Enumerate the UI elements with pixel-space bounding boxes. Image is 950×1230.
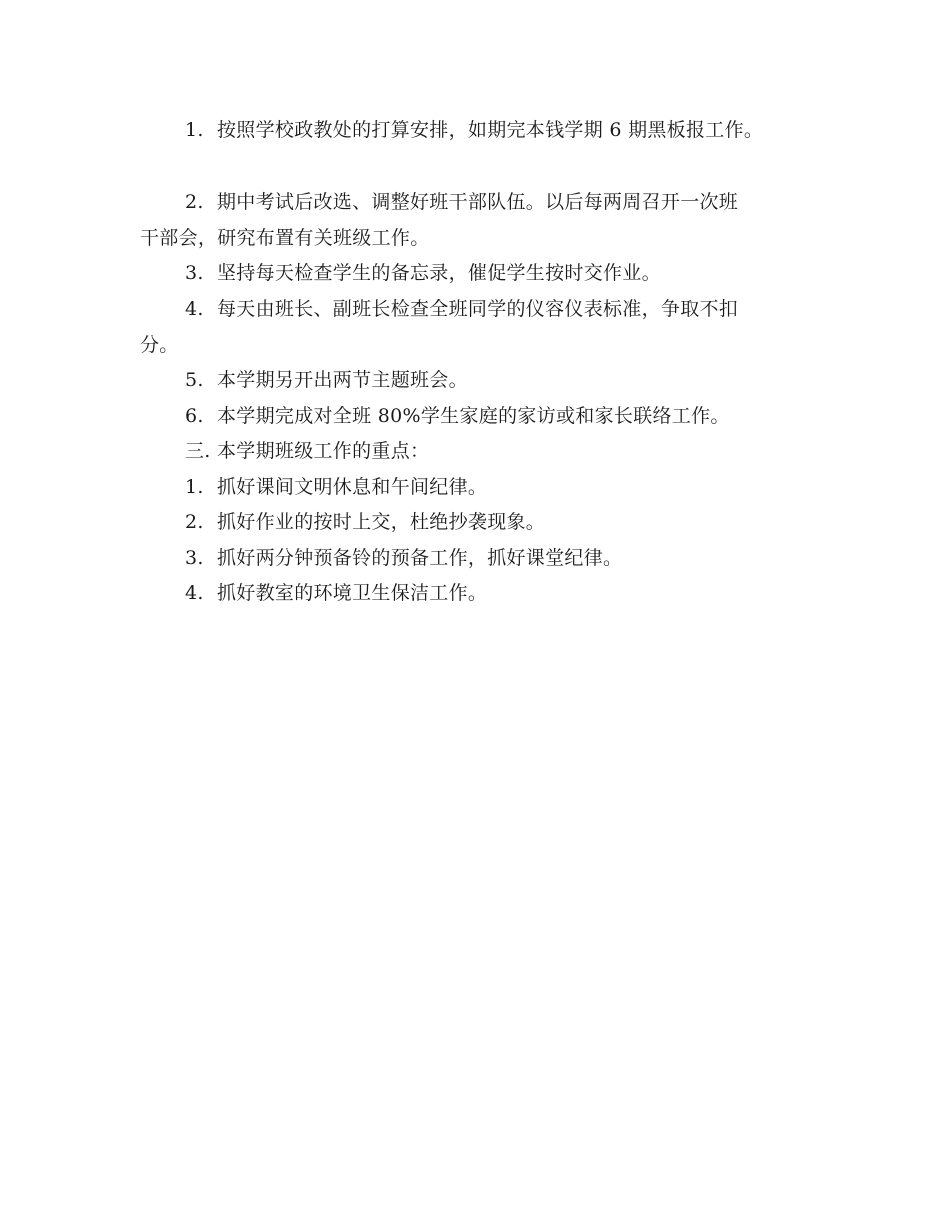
item-text: 每天由班长、副班长检查全班同学的仪容仪表标准，争取不扣 <box>217 298 739 320</box>
item-text: 抓好作业的按时上交，杜绝抄袭现象。 <box>217 511 546 533</box>
item-number: 4. <box>185 582 204 604</box>
item-number: 4. <box>185 298 204 320</box>
list-item <box>185 545 622 571</box>
item-number: 2. <box>185 511 204 533</box>
list-item <box>185 260 661 286</box>
list-item-continuation: 分。 <box>140 334 179 356</box>
item-number: 1. <box>185 119 204 141</box>
item-text: 本学期另开出两节主题班会。 <box>217 369 468 391</box>
item-text: 抓好课间文明休息和午间纪律。 <box>217 476 488 498</box>
section-title: 本学期班级工作的重点： <box>217 440 430 462</box>
item-number: 6. <box>185 405 204 427</box>
list-item <box>185 117 763 143</box>
section-number: 三. <box>185 440 211 462</box>
item-number: 2. <box>185 191 204 213</box>
list-item <box>185 580 487 606</box>
list-item <box>185 296 738 322</box>
list-item <box>185 403 730 429</box>
list-item <box>185 474 487 500</box>
item-number: 3. <box>185 547 204 569</box>
item-number: 3. <box>185 262 204 284</box>
item-text: 本学期完成对全班 80%学生家庭的家访或和家长联络工作。 <box>217 405 730 427</box>
item-text: 坚持每天检查学生的备忘录，催促学生按时交作业。 <box>217 262 661 284</box>
list-item <box>185 509 545 535</box>
list-item <box>185 367 468 393</box>
item-text: 抓好教室的环境卫生保洁工作。 <box>217 582 488 604</box>
list-item <box>185 189 738 215</box>
item-text: 抓好两分钟预备铃的预备工作，抓好课堂纪律。 <box>217 547 623 569</box>
item-text: 期中考试后改选、调整好班干部队伍。以后每两周召开一次班 <box>217 191 739 213</box>
item-number: 1. <box>185 476 204 498</box>
section-heading <box>185 438 429 464</box>
item-number: 5. <box>185 369 204 391</box>
list-item-continuation: 干部会，研究布置有关班级工作。 <box>140 227 430 249</box>
item-text: 按照学校政教处的打算安排，如期完本钱学期 6 期黑板报工作。 <box>217 119 764 141</box>
